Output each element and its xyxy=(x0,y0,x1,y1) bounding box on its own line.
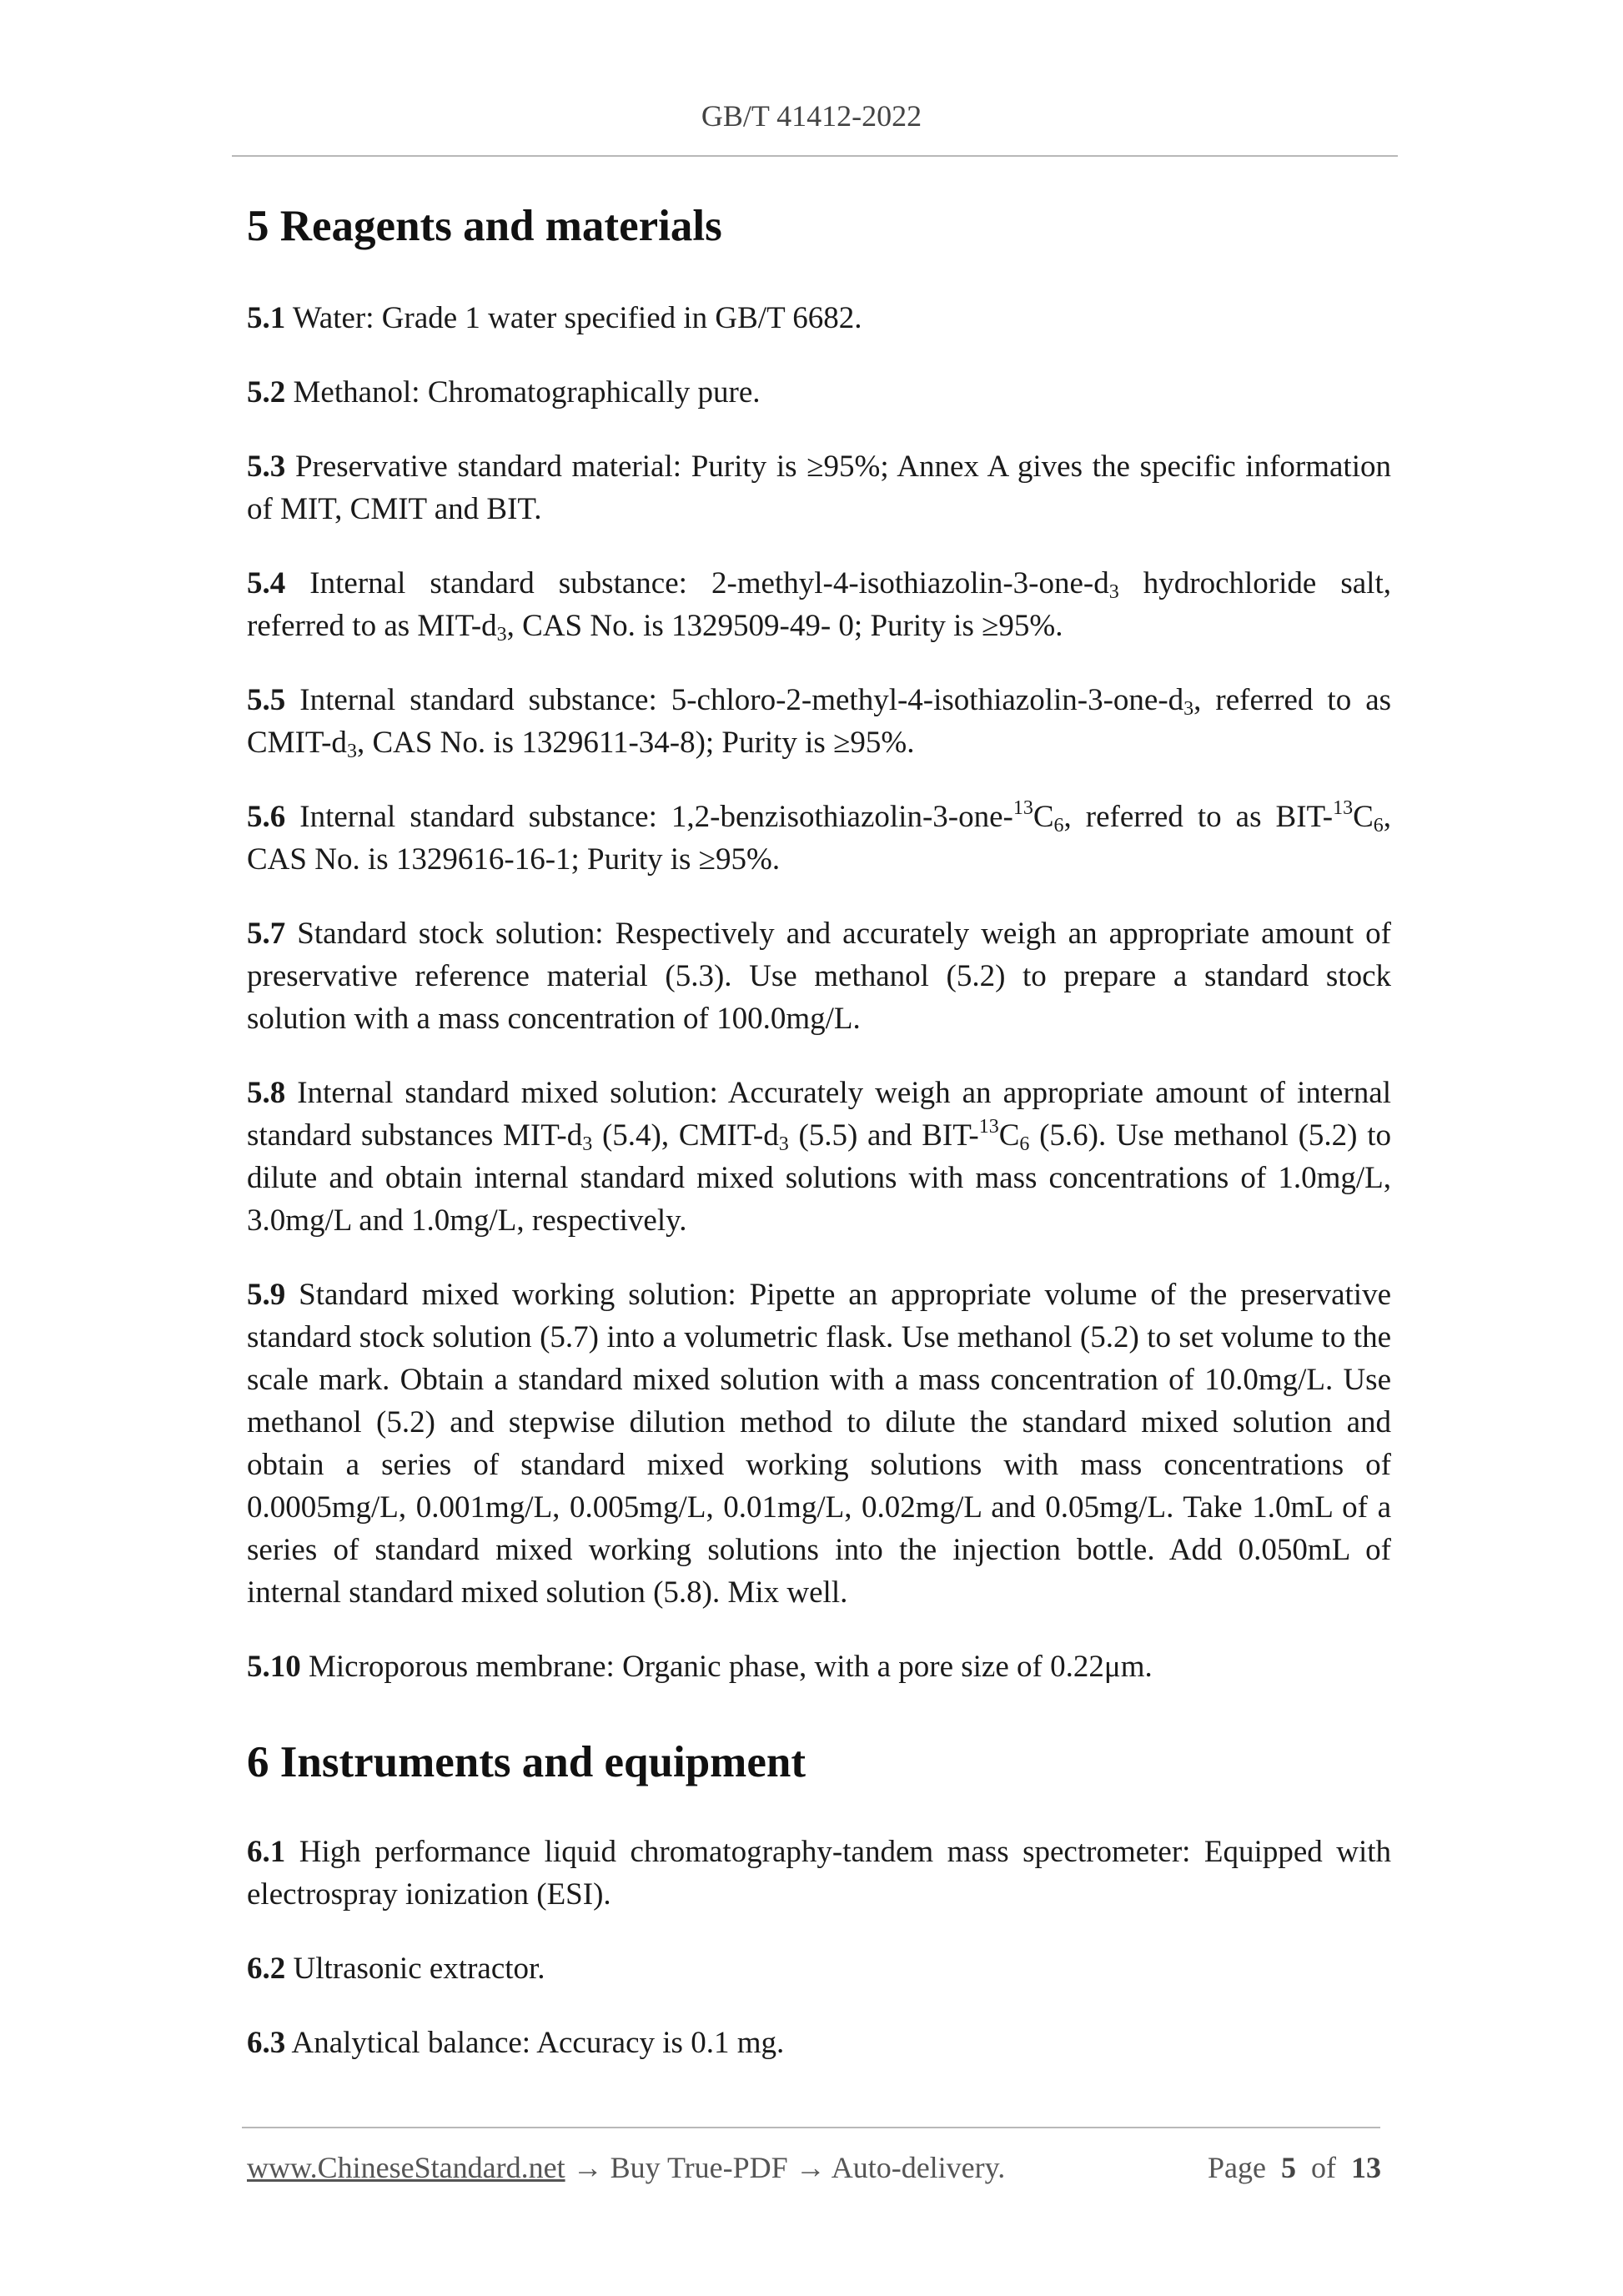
clause-text: Water: Grade 1 water specified in GB/T 6682. xyxy=(292,300,862,335)
clause-5-6 xyxy=(247,796,1391,881)
clause-text: (5.6). Use methanol (5.2) to dilute and obtain internal standard mixed solutions with mass concentrations of 1.0mg/L, 3.0mg/L and 1.0mg/L, respectively. xyxy=(247,1118,1391,1238)
clause-5-5 xyxy=(247,679,1391,764)
subscript: 3 xyxy=(1183,697,1194,720)
section-6-heading: 6 Instruments and equipment xyxy=(247,1737,806,1786)
clause-text: , CAS No. is 1329611-34-8); Purity is ≥95%. xyxy=(356,725,915,760)
of-word: of xyxy=(1311,2151,1336,2184)
clause-number: 5.1 xyxy=(247,300,286,335)
superscript: 13 xyxy=(978,1115,999,1138)
total-pages: 13 xyxy=(1351,2151,1381,2184)
subscript: 3 xyxy=(346,740,357,762)
clause-text: Microporous membrane: Organic phase, with a pore size of 0.22μm. xyxy=(309,1649,1153,1684)
clause-text: Preservative standard material: Purity is ≥95%; Annex A gives the specific information of MIT, CMIT and BIT. xyxy=(247,449,1391,526)
clause-5-3 xyxy=(247,445,1391,530)
clause-text: , referred to as BIT- xyxy=(1063,799,1334,834)
subscript: 6 xyxy=(1373,814,1384,837)
clause-text: Internal standard substance: 1,2-benzisothiazolin-3-one- xyxy=(299,799,1013,834)
clause-text: C xyxy=(1353,799,1374,834)
clause-5-7 xyxy=(247,912,1391,1040)
page-word: Page xyxy=(1208,2151,1266,2184)
clause-5-2 xyxy=(247,371,1391,414)
section-5-heading: 5 Reagents and materials xyxy=(247,202,722,250)
page-content xyxy=(247,200,1391,2096)
current-page: 5 xyxy=(1281,2151,1296,2184)
clause-text: Internal standard substance: 2-methyl-4-isothiazolin-3-one-d xyxy=(309,565,1109,600)
subscript: 3 xyxy=(778,1133,789,1155)
clause-number: 5.4 xyxy=(247,565,286,600)
buy-text: Buy True-PDF xyxy=(602,2151,796,2184)
clause-5-10 xyxy=(247,1645,1391,1688)
clause-number: 5.8 xyxy=(247,1075,286,1110)
superscript: 13 xyxy=(1012,796,1033,819)
arrow-icon: → xyxy=(795,2151,826,2184)
superscript: 13 xyxy=(1333,796,1354,819)
clause-number: 5.7 xyxy=(247,916,286,951)
clause-text: Methanol: Chromatographically pure. xyxy=(293,374,761,409)
site-link[interactable]: www.ChineseStandard.net xyxy=(247,2151,565,2184)
clause-text: , CAS No. is 1329509-49- 0; Purity is ≥95%. xyxy=(506,608,1063,643)
clause-number: 5.3 xyxy=(247,449,286,484)
clause-text: (5.4), CMIT-d xyxy=(592,1118,779,1153)
subscript: 3 xyxy=(496,623,507,646)
clause-text: Standard stock solution: Respectively and accurately weigh an appropriate amount of preservative reference material (5.3). Use methanol (5.2) to prepare a standard stock solution with a mass concentration of 100.0mg/L. xyxy=(247,916,1392,1036)
subscript: 6 xyxy=(1019,1133,1030,1155)
clause-text: Internal standard substance: 5-chloro-2-methyl-4-isothiazolin-3-one-d xyxy=(299,682,1184,717)
page-indicator xyxy=(1208,2150,1381,2185)
subscript: 3 xyxy=(1108,580,1119,603)
clause-text: , CAS No. is 1329616-16-1; Purity is ≥95%. xyxy=(247,799,1391,877)
clause-5-1 xyxy=(247,297,1391,339)
clause-text: hydrochloride salt, referred to as MIT-d xyxy=(247,565,1391,643)
clause-text: Analytical balance: Accuracy is 0.1 mg. xyxy=(291,2026,785,2061)
header-divider xyxy=(232,155,1398,157)
clause-5-8 xyxy=(247,1072,1391,1242)
clause-text: (5.5) and BIT- xyxy=(788,1118,979,1153)
footer-divider xyxy=(242,2127,1380,2128)
subscript: 3 xyxy=(582,1133,593,1155)
clause-text: C xyxy=(1033,799,1054,834)
footer-links xyxy=(247,2150,1005,2185)
clause-number: 5.6 xyxy=(247,799,286,834)
clause-text: C xyxy=(998,1118,1020,1153)
clause-number: 5.9 xyxy=(247,1277,286,1312)
subscript: 6 xyxy=(1053,814,1064,837)
clause-5-4 xyxy=(247,562,1391,647)
clause-text: , referred to as CMIT-d xyxy=(247,682,1392,760)
clause-text: Internal standard mixed solution: Accurately weigh an appropriate amount of internal standard substances MIT-d xyxy=(247,1075,1392,1153)
clause-6-2 xyxy=(247,1947,1391,1990)
auto-delivery-text: Auto-delivery. xyxy=(825,2151,1006,2184)
clause-number: 5.5 xyxy=(247,682,286,717)
clause-number: 5.2 xyxy=(247,374,286,409)
clause-number: 6.3 xyxy=(247,2026,286,2061)
page-footer xyxy=(247,2150,1381,2185)
clause-text: High performance liquid chromatography-tandem mass spectrometer: Equipped with electrospray ionization (ESI). xyxy=(247,1835,1391,1912)
document-id-header: GB/T 41412-2022 xyxy=(701,99,922,133)
clause-number: 6.1 xyxy=(247,1835,286,1870)
clause-text: Standard mixed working solution: Pipette an appropriate volume of the preservative standard stock solution (5.7) into a volumetric flask. Use methanol (5.2) to set volume to the scale mark. Obtain a standard mixed solution with a mass concentration of 10.0mg/L. Use methanol (5.2) and stepwise dilution method to dilute the standard mixed solution and obtain a series of standard mixed working solutions with mass concentrations of 0.0005mg/L, 0.001mg/L, 0.005mg/L, 0.01mg/L, 0.02mg/L and 0.05mg/L. Take 1.0mL of a series of standard mixed working solutions into the injection bottle. Add 0.050mL of internal standard mixed solution (5.8). Mix well. xyxy=(247,1277,1391,1610)
clause-text: Ultrasonic extractor. xyxy=(293,1952,545,1987)
clause-6-3 xyxy=(247,2022,1391,2064)
clause-5-9 xyxy=(247,1274,1391,1614)
clause-6-1 xyxy=(247,1831,1391,1916)
clause-number: 5.10 xyxy=(247,1649,301,1684)
arrow-icon: → xyxy=(572,2151,603,2184)
clause-number: 6.2 xyxy=(247,1952,286,1987)
